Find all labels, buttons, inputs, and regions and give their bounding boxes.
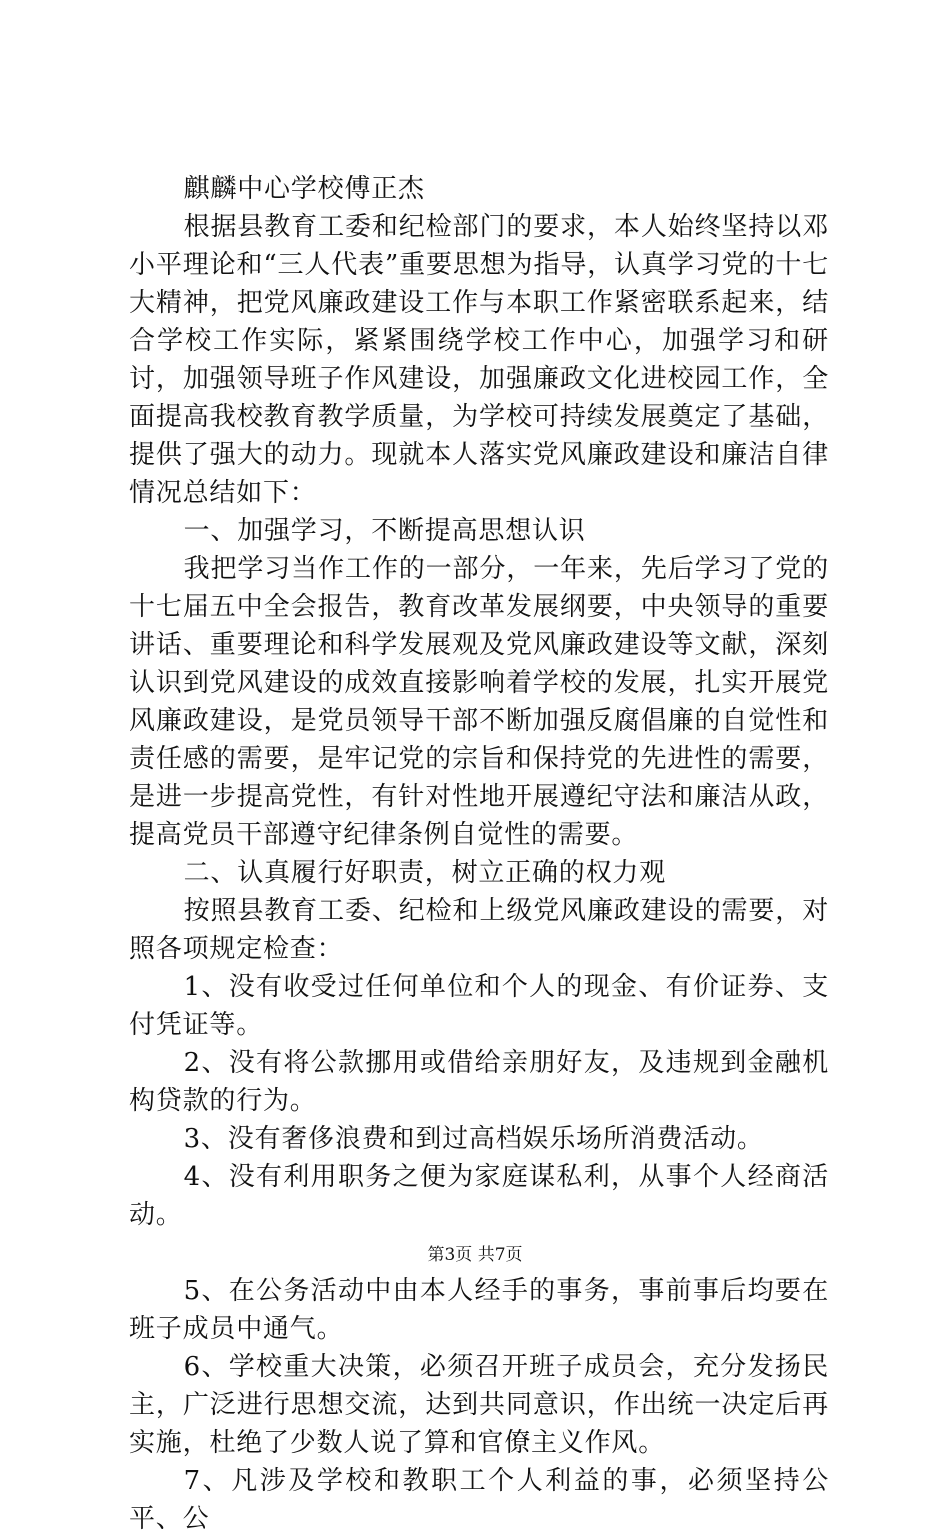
list-item-4: 4、没有利用职务之便为家庭谋私利，从事个人经商活动。 — [129, 1162, 829, 1230]
section-2-intro: 按照县教育工委、纪检和上级党风廉政建设的需要，对照各项规定检查： — [129, 896, 829, 964]
page-footer: 第3页 共7页 — [427, 1245, 523, 1265]
section-heading-1: 一、加强学习，不断提高思想认识 — [183, 516, 586, 546]
list-item-6: 6、学校重大决策，必须召开班子成员会，充分发扬民主，广泛进行思想交流，达到共同意识，作出统一决定后再实施，杜绝了少数人说了算和官僚主义作风。 — [129, 1352, 829, 1458]
intro-paragraph: 根据县教育工委和纪检部门的要求，本人始终坚持以邓小平理论和“三人代表”重要思想为指导，认真学习党的十七大精神，把党风廉政建设工作与本职工作紧密联系起来，结合学校工作实际，紧紧围绕学校工作中心，加强学习和研讨，加强领导班子作风建设，加强廉政文化进校园工作，全面提高我校教育教学质量，为学校可持续发展奠定了基础，提供了强大的动力。现就本人落实党风廉政建设和廉洁自律情况总结如下： — [129, 212, 829, 508]
list-item-7: 7、凡涉及学校和教职工个人利益的事，必须坚持公平、公 — [129, 1466, 829, 1534]
list-item-1: 1、没有收受过任何单位和个人的现金、有价证券、支付凭证等。 — [129, 972, 829, 1040]
section-1-paragraph: 我把学习当作工作的一部分，一年来，先后学习了党的十七届五中全会报告，教育改革发展纲要，中央领导的重要讲话、重要理论和科学发展观及党风廉政建设等文献，深刻认识到党风建设的成效直接影响着学校的发展，扎实开展党风廉政建设，是党员领导干部不断加强反腐倡廉的自觉性和责任感的需要，是牢记党的宗旨和保持党的先进性的需要，是进一步提高党性，有针对性地开展遵纪守法和廉洁从政，提高党员干部遵守纪律条例自觉性的需要。 — [129, 554, 829, 850]
author-line: 麒麟中心学校傅正杰 — [183, 174, 425, 204]
list-item-2: 2、没有将公款挪用或借给亲朋好友，及违规到金融机构贷款的行为。 — [129, 1048, 829, 1116]
section-heading-2: 二、认真履行好职责，树立正确的权力观 — [183, 858, 666, 888]
document-body — [129, 170, 829, 1538]
list-item-3: 3、没有奢侈浪费和到过高档娱乐场所消费活动。 — [183, 1124, 764, 1154]
list-item-5: 5、在公务活动中由本人经手的事务，事前事后均要在班子成员中通气。 — [129, 1276, 829, 1344]
